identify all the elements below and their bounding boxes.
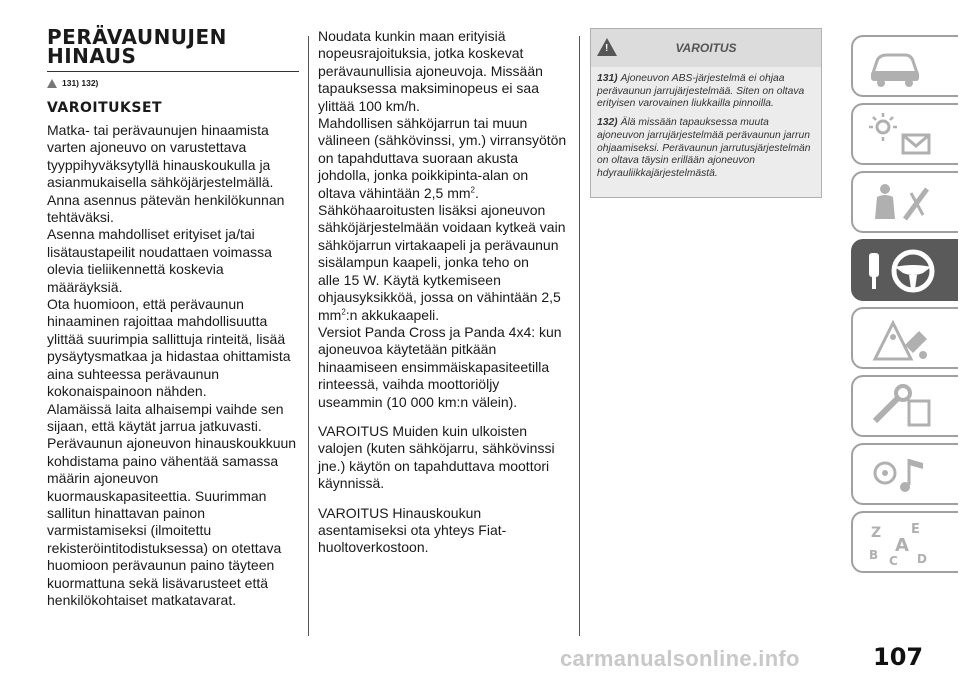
warning-lights-icon — [865, 111, 935, 159]
tab-multimedia[interactable] — [851, 443, 958, 505]
svg-text:Z: Z — [871, 525, 882, 541]
spacer — [318, 411, 570, 423]
warning-item — [597, 117, 813, 181]
multimedia-icon — [865, 451, 935, 499]
tab-maintenance[interactable] — [851, 375, 958, 437]
warning-item-text: Ajoneuvon ABS-järjestelmä ei ohjaa perävaunun jarrujärjestelmää. Siten on oltava erityisen varovainen liukkailla pinnoilla. — [597, 73, 805, 110]
watermark: carmanualsonline.info — [560, 646, 800, 671]
body-text: Matka- tai perävaunujen hinaamista varten ajoneuvo on varustettava tyyppihyväksytyllä hinauskoukulla ja asianmukaisella sähköjärjestelmällä. Anna asennus pätevän henkilökunnan tehtäväksi. Asenna mahdolliset erityiset ja/tai lisätaustapeilit noudattaen voimassa olevia tieliikennettä koskevia määräyksiä. Ota huomioon, että perävaunun hinaaminen rajoittaa mahdollisuutta ylittää suurimpia sallittuja rinteitä, lisää pysäytysmatkaa ja hidastaa ohittamista aina suhteessa perävaunun kokonaispainoon nähden. Alamäissä laita alhaisempi vaihde sen sijaan, että käytät jarrua jatkuvasti. Perävaunun ajoneuvon hinauskoukkuun kohdistama paino vähentää samassa määrin ajoneuvon kuormauskapasiteettia. Suurimman sallitun hinattavan painon varmistamiseksi (ilmoitettu rekisteröintitodistuksessa) on otettava huomioon perävaunun paino täyteen kuormattuna sekä lisävarusteet että henkilökohtaiset matkatavarat. — [47, 122, 297, 608]
svg-text:A: A — [895, 535, 909, 556]
tab-safety[interactable] — [851, 171, 958, 233]
warning-item — [597, 73, 813, 111]
warning-item-number: 131) — [597, 73, 618, 84]
car-icon — [865, 43, 925, 87]
warning-triangle-icon — [47, 79, 57, 88]
column-2 — [318, 28, 570, 557]
tab-emergency[interactable] — [851, 307, 958, 369]
spacer — [318, 493, 570, 505]
paragraph-versions: Versiot Panda Cross ja Panda 4x4: kun ajoneuvoa käytetään pitkään hinaamiseen ensimmäiskapasiteetilla rinteessä, vaihda moottoriöljy useammin (10 000 km:n välein). — [318, 323, 562, 410]
paragraph-electrical — [318, 202, 570, 324]
steering-wheel-icon — [865, 247, 945, 295]
paragraph-speed-power — [318, 28, 570, 202]
superscript: 2 — [341, 306, 346, 316]
column-divider-2 — [579, 36, 580, 636]
svg-text:D: D — [917, 552, 927, 566]
column-3 — [590, 28, 822, 198]
warning-item-number: 132) — [597, 117, 618, 129]
tab-warning-lights[interactable] — [851, 103, 958, 165]
tab-car[interactable] — [851, 35, 958, 97]
paragraph-text: :n akkukaapeli. — [345, 306, 440, 323]
tab-starting-driving[interactable] — [851, 239, 958, 301]
warning-box-title: VAROITUS — [675, 41, 737, 55]
paragraph-text: Noudata kunkin maan erityisiä nopeusrajoituksia, jotka koskevat perävaunullisia ajoneuvoja. Missään tapauksessa maksiminopeus ei saa ylittää 100 km/h. Mahdollisen sähköjarrun tai muun välineen (sähkövinssi, ym.) virransyötön on tapahduttava suoraan akusta johdolla, jonka poikkipinta-alan on oltava vähintään 2,5 mm — [318, 28, 567, 201]
chapter-tabs — [851, 35, 960, 579]
warning-box-body — [591, 67, 821, 197]
warning-item-text: Älä missään tapauksessa muuta ajoneuvon jarrujärjestelmää perävaunun jarrun ohjaamiseksi. Perävaunun jarrutusjärjestelmän on oltava täysin erillään ajoneuvon hdyrauliikkajärjestelmästä. — [597, 117, 811, 179]
paragraph-warning-hitch: VAROITUS Hinauskoukun asentamiseksi ota yhteys Fiat- huoltoverkostoon. — [318, 504, 507, 556]
paragraph-text: . — [474, 184, 479, 201]
wrench-icon — [865, 383, 935, 431]
section-heading — [47, 25, 299, 68]
page-number: 107 — [873, 643, 924, 671]
column-divider-1 — [308, 36, 309, 636]
column-1 — [47, 25, 299, 609]
warning-box — [590, 28, 822, 198]
index-icon — [865, 519, 935, 567]
svg-text:E: E — [911, 522, 920, 537]
svg-text:B: B — [869, 548, 879, 562]
heading-line-2: HINAUS — [47, 44, 137, 68]
roadside-emergency-icon — [865, 315, 935, 363]
subheading: VAROITUKSET — [47, 100, 163, 116]
paragraph-text: Sähköhaaroitusten lisäksi ajoneuvon sähköjärjestelmään voidaan kytkeä vain sähköjarrun virtakaapeli ja perävaunun sisälampun kaapeli, jonka teho on alle 15 W. Käytä kytkemiseen ohjausyksikköä, jossa on vähintään 2,5 mm — [318, 202, 566, 323]
tab-index[interactable] — [851, 511, 958, 573]
svg-text:C: C — [889, 554, 898, 567]
warning-box-header — [591, 29, 821, 67]
paragraph-warning-lights: VAROITUS Muiden kuin ulkoisten valojen (kuten sähköjarru, sähkövinssi jne.) käytön on tapahduttava moottori käynnissä. — [318, 422, 555, 492]
heading-rule — [47, 71, 299, 72]
heading-line-1: PERÄVAUNUJEN — [47, 25, 227, 49]
warning-references — [47, 78, 299, 88]
seatbelt-icon — [865, 179, 935, 227]
superscript: 2 — [470, 185, 475, 194]
warning-reference-numbers: 131) 132) — [62, 78, 99, 88]
exclamation-glyph: ! — [605, 43, 609, 54]
